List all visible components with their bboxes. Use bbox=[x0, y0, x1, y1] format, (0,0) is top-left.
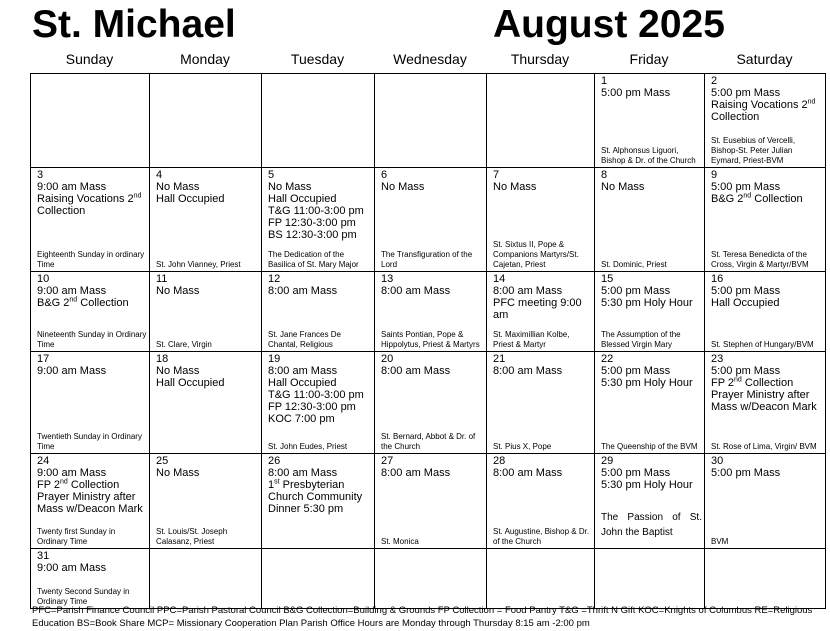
calendar-week bbox=[31, 74, 826, 168]
day-cell bbox=[150, 272, 262, 352]
day-cell-content bbox=[375, 272, 486, 351]
feast-day-note: St. John Vianney, Priest bbox=[156, 260, 241, 269]
empty-cell bbox=[262, 549, 375, 609]
day-cell-content bbox=[487, 352, 594, 453]
event-line: Hall Occupied bbox=[268, 193, 337, 205]
feast-day-note: BVM bbox=[711, 537, 729, 546]
day-number: 17 bbox=[37, 353, 50, 365]
event-line: Dinner 5:30 pm bbox=[268, 503, 344, 515]
day-cell bbox=[705, 74, 826, 168]
day-number: 2 bbox=[711, 75, 718, 87]
empty-cell bbox=[375, 74, 487, 168]
event-line: No Mass bbox=[156, 181, 200, 193]
event-line: No Mass bbox=[156, 365, 200, 377]
day-cell bbox=[595, 74, 705, 168]
day-number: 5 bbox=[268, 169, 275, 181]
event-list bbox=[156, 285, 257, 297]
day-of-week-monday: Monday bbox=[180, 51, 230, 67]
day-cell-content bbox=[375, 454, 486, 548]
day-number: 15 bbox=[601, 273, 614, 285]
event-list bbox=[493, 365, 590, 377]
event-list bbox=[381, 285, 482, 297]
event-line: BS 12:30-3:00 pm bbox=[268, 229, 357, 241]
day-number: 29 bbox=[601, 455, 614, 467]
event-list bbox=[268, 467, 370, 515]
day-number: 4 bbox=[156, 169, 163, 181]
day-number: 1 bbox=[601, 75, 608, 87]
event-line: No Mass bbox=[268, 181, 312, 193]
day-cell-content bbox=[262, 168, 374, 271]
event-list bbox=[711, 365, 821, 413]
day-number: 21 bbox=[493, 353, 506, 365]
event-list bbox=[268, 181, 370, 241]
event-line: Raising Vocations 2nd bbox=[37, 192, 142, 205]
day-cell bbox=[31, 168, 150, 272]
calendar-week bbox=[31, 454, 826, 549]
day-number: 20 bbox=[381, 353, 394, 365]
feast-day-note: Twenty first Sunday in Ordinary Time bbox=[37, 527, 116, 546]
day-number: 19 bbox=[268, 353, 281, 365]
day-cell-content bbox=[705, 74, 825, 167]
day-number: 30 bbox=[711, 455, 724, 467]
day-cell-content bbox=[262, 454, 374, 548]
event-line: No Mass bbox=[493, 181, 537, 193]
event-line: No Mass bbox=[601, 181, 645, 193]
day-cell-content bbox=[595, 454, 704, 548]
day-cell-content bbox=[705, 272, 825, 351]
event-line: Hall Occupied bbox=[156, 377, 225, 389]
empty-cell bbox=[595, 549, 705, 609]
empty-cell bbox=[150, 549, 262, 609]
legend-footer: PFC=Parish Finance Council PPC=Parish Pastoral Council B&G Collection=Building & Grounds FP Collection = Food Pantry T&G =Thrift N Gift KOC=Knights of Columbus RE=Religious Education BS=Book Share MCP= Missionary Cooperation Plan Parish Office Hours are Monday through Thursday 8:15 am -2:00 pm bbox=[32, 605, 813, 629]
event-list bbox=[37, 467, 145, 515]
feast-day-note: The Passion of St. John the Baptist bbox=[601, 512, 702, 538]
event-line: No Mass bbox=[156, 467, 200, 479]
day-number: 10 bbox=[37, 273, 50, 285]
event-line: Mass w/Deacon Mark bbox=[711, 401, 817, 413]
day-number: 16 bbox=[711, 273, 724, 285]
day-cell bbox=[705, 352, 826, 454]
event-line: 9:00 am Mass bbox=[37, 467, 107, 479]
event-line: 5:00 pm Mass bbox=[711, 87, 781, 99]
feast-day-note: St. Clare, Virgin bbox=[156, 340, 212, 349]
calendar-week bbox=[31, 272, 826, 352]
event-line: Hall Occupied bbox=[156, 193, 225, 205]
day-cell bbox=[705, 168, 826, 272]
event-line: Mass w/Deacon Mark bbox=[37, 503, 143, 515]
feast-day-note: St. Augustine, Bishop & Dr. of the Church bbox=[493, 527, 590, 546]
event-list bbox=[381, 467, 482, 479]
day-of-week-saturday: Saturday bbox=[736, 51, 793, 67]
day-number: 28 bbox=[493, 455, 506, 467]
event-line: PFC meeting 9:00 bbox=[493, 297, 582, 309]
event-line: 8:00 am Mass bbox=[268, 285, 338, 297]
event-line: 8:00 am Mass bbox=[493, 285, 563, 297]
event-list bbox=[601, 181, 700, 193]
day-cell bbox=[375, 454, 487, 549]
empty-cell bbox=[487, 549, 595, 609]
day-cell bbox=[375, 272, 487, 352]
event-line: 8:00 am Mass bbox=[493, 467, 563, 479]
event-list bbox=[156, 181, 257, 205]
feast-day-note: St. Eusebius of Vercelli, Bishop-St. Peter Julian Eymard, Priest-BVM bbox=[711, 136, 796, 165]
empty-cell bbox=[262, 74, 375, 168]
event-line: 8:00 am Mass bbox=[493, 365, 563, 377]
event-list bbox=[601, 285, 700, 309]
day-cell-content bbox=[705, 454, 825, 548]
event-list bbox=[37, 562, 145, 574]
event-list bbox=[381, 181, 482, 193]
event-list bbox=[601, 365, 700, 389]
event-line: No Mass bbox=[381, 181, 425, 193]
event-list bbox=[37, 365, 145, 377]
event-line: 5:30 pm Holy Hour bbox=[601, 479, 693, 491]
feast-day-note: The Assumption of the Blessed Virgin Mary bbox=[601, 330, 681, 349]
day-cell-content bbox=[31, 168, 149, 271]
day-cell-content bbox=[150, 454, 261, 548]
day-cell-content bbox=[705, 168, 825, 271]
event-line: FP 12:30-3:00 pm bbox=[268, 401, 356, 413]
day-number: 9 bbox=[711, 169, 718, 181]
day-number: 23 bbox=[711, 353, 724, 365]
feast-day-note: St. Bernard, Abbot & Dr. of the Church bbox=[381, 432, 476, 451]
day-cell-content bbox=[595, 352, 704, 453]
day-cell-content bbox=[375, 352, 486, 453]
day-cell bbox=[262, 168, 375, 272]
day-cell bbox=[31, 272, 150, 352]
empty-cell bbox=[375, 549, 487, 609]
day-cell-content bbox=[595, 272, 704, 351]
feast-day-note: St. John Eudes, Priest bbox=[268, 442, 348, 451]
event-line: 9:00 am Mass bbox=[37, 285, 107, 297]
day-number: 27 bbox=[381, 455, 394, 467]
event-line: Hall Occupied bbox=[268, 377, 337, 389]
event-list bbox=[601, 467, 700, 491]
feast-day-note: Eighteenth Sunday in ordinary Time bbox=[37, 250, 145, 269]
event-line: Church Community bbox=[268, 491, 363, 503]
day-cell bbox=[705, 272, 826, 352]
feast-day-note: Twenty Second Sunday in Ordinary Time bbox=[37, 587, 130, 606]
day-number: 18 bbox=[156, 353, 169, 365]
day-cell-content bbox=[375, 168, 486, 271]
feast-day-note: St. Maximillian Kolbe, Priest & Martyr bbox=[493, 330, 570, 349]
feast-day-note: Twentieth Sunday in Ordinary Time bbox=[37, 432, 142, 451]
event-list bbox=[493, 285, 590, 321]
day-cell-content bbox=[262, 272, 374, 351]
event-list bbox=[268, 365, 370, 425]
event-list bbox=[493, 467, 590, 479]
event-line: T&G 11:00-3:00 pm bbox=[268, 205, 364, 217]
feast-day-note: Saints Pontian, Pope & Hippolytus, Priest & Martyrs bbox=[381, 330, 480, 349]
day-number: 7 bbox=[493, 169, 500, 181]
event-list bbox=[711, 285, 821, 309]
day-cell bbox=[705, 454, 826, 549]
day-cell bbox=[595, 352, 705, 454]
day-cell bbox=[262, 272, 375, 352]
event-line: am bbox=[493, 309, 509, 321]
event-line: 5:00 pm Mass bbox=[601, 467, 671, 479]
day-cell bbox=[487, 168, 595, 272]
event-line: Collection bbox=[37, 205, 86, 217]
day-cell-content bbox=[595, 74, 704, 167]
event-line: Prayer Ministry after bbox=[37, 491, 136, 503]
event-line: 8:00 am Mass bbox=[268, 365, 338, 377]
empty-cell bbox=[705, 549, 826, 609]
feast-day-note: St. Teresa Benedicta of the Cross, Virgin & Martyr/BVM bbox=[711, 250, 809, 269]
day-cell bbox=[150, 454, 262, 549]
day-cell bbox=[595, 272, 705, 352]
event-line: 5:00 pm Mass bbox=[601, 285, 671, 297]
event-line: 5:30 pm Holy Hour bbox=[601, 297, 693, 309]
day-cell bbox=[262, 352, 375, 454]
day-of-week-sunday: Sunday bbox=[65, 51, 114, 67]
calendar-week bbox=[31, 549, 826, 609]
event-line: 5:00 pm Mass bbox=[601, 365, 671, 377]
day-number: 8 bbox=[601, 169, 608, 181]
day-of-week-friday: Friday bbox=[629, 51, 669, 67]
event-line: KOC 7:00 pm bbox=[268, 413, 335, 425]
event-list bbox=[493, 181, 590, 193]
event-line: T&G 11:00-3:00 pm bbox=[268, 389, 364, 401]
day-number: 6 bbox=[381, 169, 388, 181]
event-list bbox=[156, 365, 257, 389]
event-list bbox=[711, 87, 821, 123]
feast-day-note: The Dedication of the Basilica of St. Mary Major bbox=[268, 250, 359, 269]
day-cell bbox=[31, 454, 150, 549]
day-cell bbox=[595, 454, 705, 549]
day-cell-content bbox=[31, 352, 149, 453]
empty-cell bbox=[31, 74, 150, 168]
day-cell bbox=[31, 549, 150, 609]
event-line: 5:00 pm Mass bbox=[711, 181, 781, 193]
event-line: 5:30 pm Holy Hour bbox=[601, 377, 693, 389]
day-cell bbox=[150, 352, 262, 454]
day-number: 3 bbox=[37, 169, 44, 181]
event-line: 5:00 pm Mass bbox=[711, 467, 781, 479]
day-number: 14 bbox=[493, 273, 506, 285]
day-number: 12 bbox=[268, 273, 281, 285]
day-of-week-wednesday: Wednesday bbox=[393, 51, 467, 67]
event-line: FP 2nd Collection bbox=[711, 376, 794, 389]
day-cell-content bbox=[150, 272, 261, 351]
event-list bbox=[156, 467, 257, 479]
event-list bbox=[268, 285, 370, 297]
day-number: 26 bbox=[268, 455, 281, 467]
day-number: 31 bbox=[37, 550, 50, 562]
day-cell-content bbox=[31, 549, 149, 608]
feast-day-note: St. Monica bbox=[381, 537, 419, 546]
calendar-grid bbox=[30, 73, 826, 609]
calendar-week bbox=[31, 168, 826, 272]
day-of-week-tuesday: Tuesday bbox=[290, 51, 345, 67]
event-line: B&G 2nd Collection bbox=[37, 296, 129, 309]
day-cell bbox=[262, 454, 375, 549]
event-line: 8:00 am Mass bbox=[268, 467, 338, 479]
empty-cell bbox=[150, 74, 262, 168]
day-of-week-thursday: Thursday bbox=[510, 51, 570, 67]
day-cell-content bbox=[150, 168, 261, 271]
event-line: Hall Occupied bbox=[711, 297, 780, 309]
feast-day-note: St. Alphonsus Liguori, Bishop & Dr. of the Church bbox=[601, 146, 696, 165]
parish-title: St. Michael bbox=[32, 3, 236, 46]
event-line: Raising Vocations 2nd bbox=[711, 98, 816, 111]
empty-cell bbox=[487, 74, 595, 168]
event-line: 8:00 am Mass bbox=[381, 467, 451, 479]
event-line: 5:00 pm Mass bbox=[601, 87, 671, 99]
event-line: 9:00 am Mass bbox=[37, 365, 107, 377]
day-cell-content bbox=[595, 168, 704, 271]
day-cell-content bbox=[487, 168, 594, 271]
day-number: 24 bbox=[37, 455, 50, 467]
event-line: 1st Presbyterian bbox=[268, 478, 345, 491]
event-line: 5:00 pm Mass bbox=[711, 285, 781, 297]
feast-day-note: The Transfiguration of the Lord bbox=[381, 250, 473, 269]
event-line: No Mass bbox=[156, 285, 200, 297]
feast-day-note: St. Rose of Lima, Virgin/ BVM bbox=[711, 442, 817, 451]
event-line: 8:00 am Mass bbox=[381, 285, 451, 297]
feast-day-note: St. Dominic, Priest bbox=[601, 260, 667, 269]
calendar-week bbox=[31, 352, 826, 454]
event-list bbox=[601, 87, 700, 99]
day-cell-content bbox=[31, 454, 149, 548]
day-cell bbox=[150, 168, 262, 272]
day-cell-content bbox=[31, 272, 149, 351]
event-line: FP 12:30-3:00 pm bbox=[268, 217, 356, 229]
feast-day-note: St. Sixtus II, Pope & Companions Martyrs/St. Cajetan, Priest bbox=[493, 240, 579, 269]
day-cell bbox=[595, 168, 705, 272]
day-number: 22 bbox=[601, 353, 614, 365]
feast-day-note: St. Pius X, Pope bbox=[493, 442, 552, 451]
day-cell-content bbox=[262, 352, 374, 453]
event-line: Prayer Ministry after bbox=[711, 389, 810, 401]
day-cell-content bbox=[487, 272, 594, 351]
feast-day-note: The Queenship of the BVM bbox=[601, 442, 698, 451]
event-line: 5:00 pm Mass bbox=[711, 365, 781, 377]
event-line: 9:00 am Mass bbox=[37, 181, 107, 193]
day-number: 25 bbox=[156, 455, 169, 467]
day-cell bbox=[375, 352, 487, 454]
event-line: 8:00 am Mass bbox=[381, 365, 451, 377]
day-cell bbox=[487, 352, 595, 454]
event-list bbox=[37, 181, 145, 217]
event-list bbox=[711, 181, 821, 205]
day-number: 11 bbox=[156, 273, 168, 285]
event-list bbox=[381, 365, 482, 377]
day-cell-content bbox=[487, 454, 594, 548]
feast-day-note: St. Stephen of Hungary/BVM bbox=[711, 340, 814, 349]
feast-day-note: St. Jane Frances De Chantal, Religious bbox=[268, 330, 341, 349]
month-title: August 2025 bbox=[493, 3, 725, 46]
day-cell-content bbox=[150, 352, 261, 453]
event-list bbox=[37, 285, 145, 309]
day-cell bbox=[487, 272, 595, 352]
event-line: 9:00 am Mass bbox=[37, 562, 107, 574]
event-list bbox=[711, 467, 821, 479]
day-cell bbox=[375, 168, 487, 272]
feast-day-note: St. Louis/St. Joseph Calasanz, Priest bbox=[156, 527, 228, 546]
event-line: FP 2nd Collection bbox=[37, 478, 120, 491]
event-line: B&G 2nd Collection bbox=[711, 192, 803, 205]
day-cell-content bbox=[705, 352, 825, 453]
day-cell bbox=[31, 352, 150, 454]
feast-day-note: Nineteenth Sunday in Ordinary Time bbox=[37, 330, 147, 349]
event-line: Collection bbox=[711, 111, 760, 123]
day-number: 13 bbox=[381, 273, 394, 285]
day-cell bbox=[487, 454, 595, 549]
